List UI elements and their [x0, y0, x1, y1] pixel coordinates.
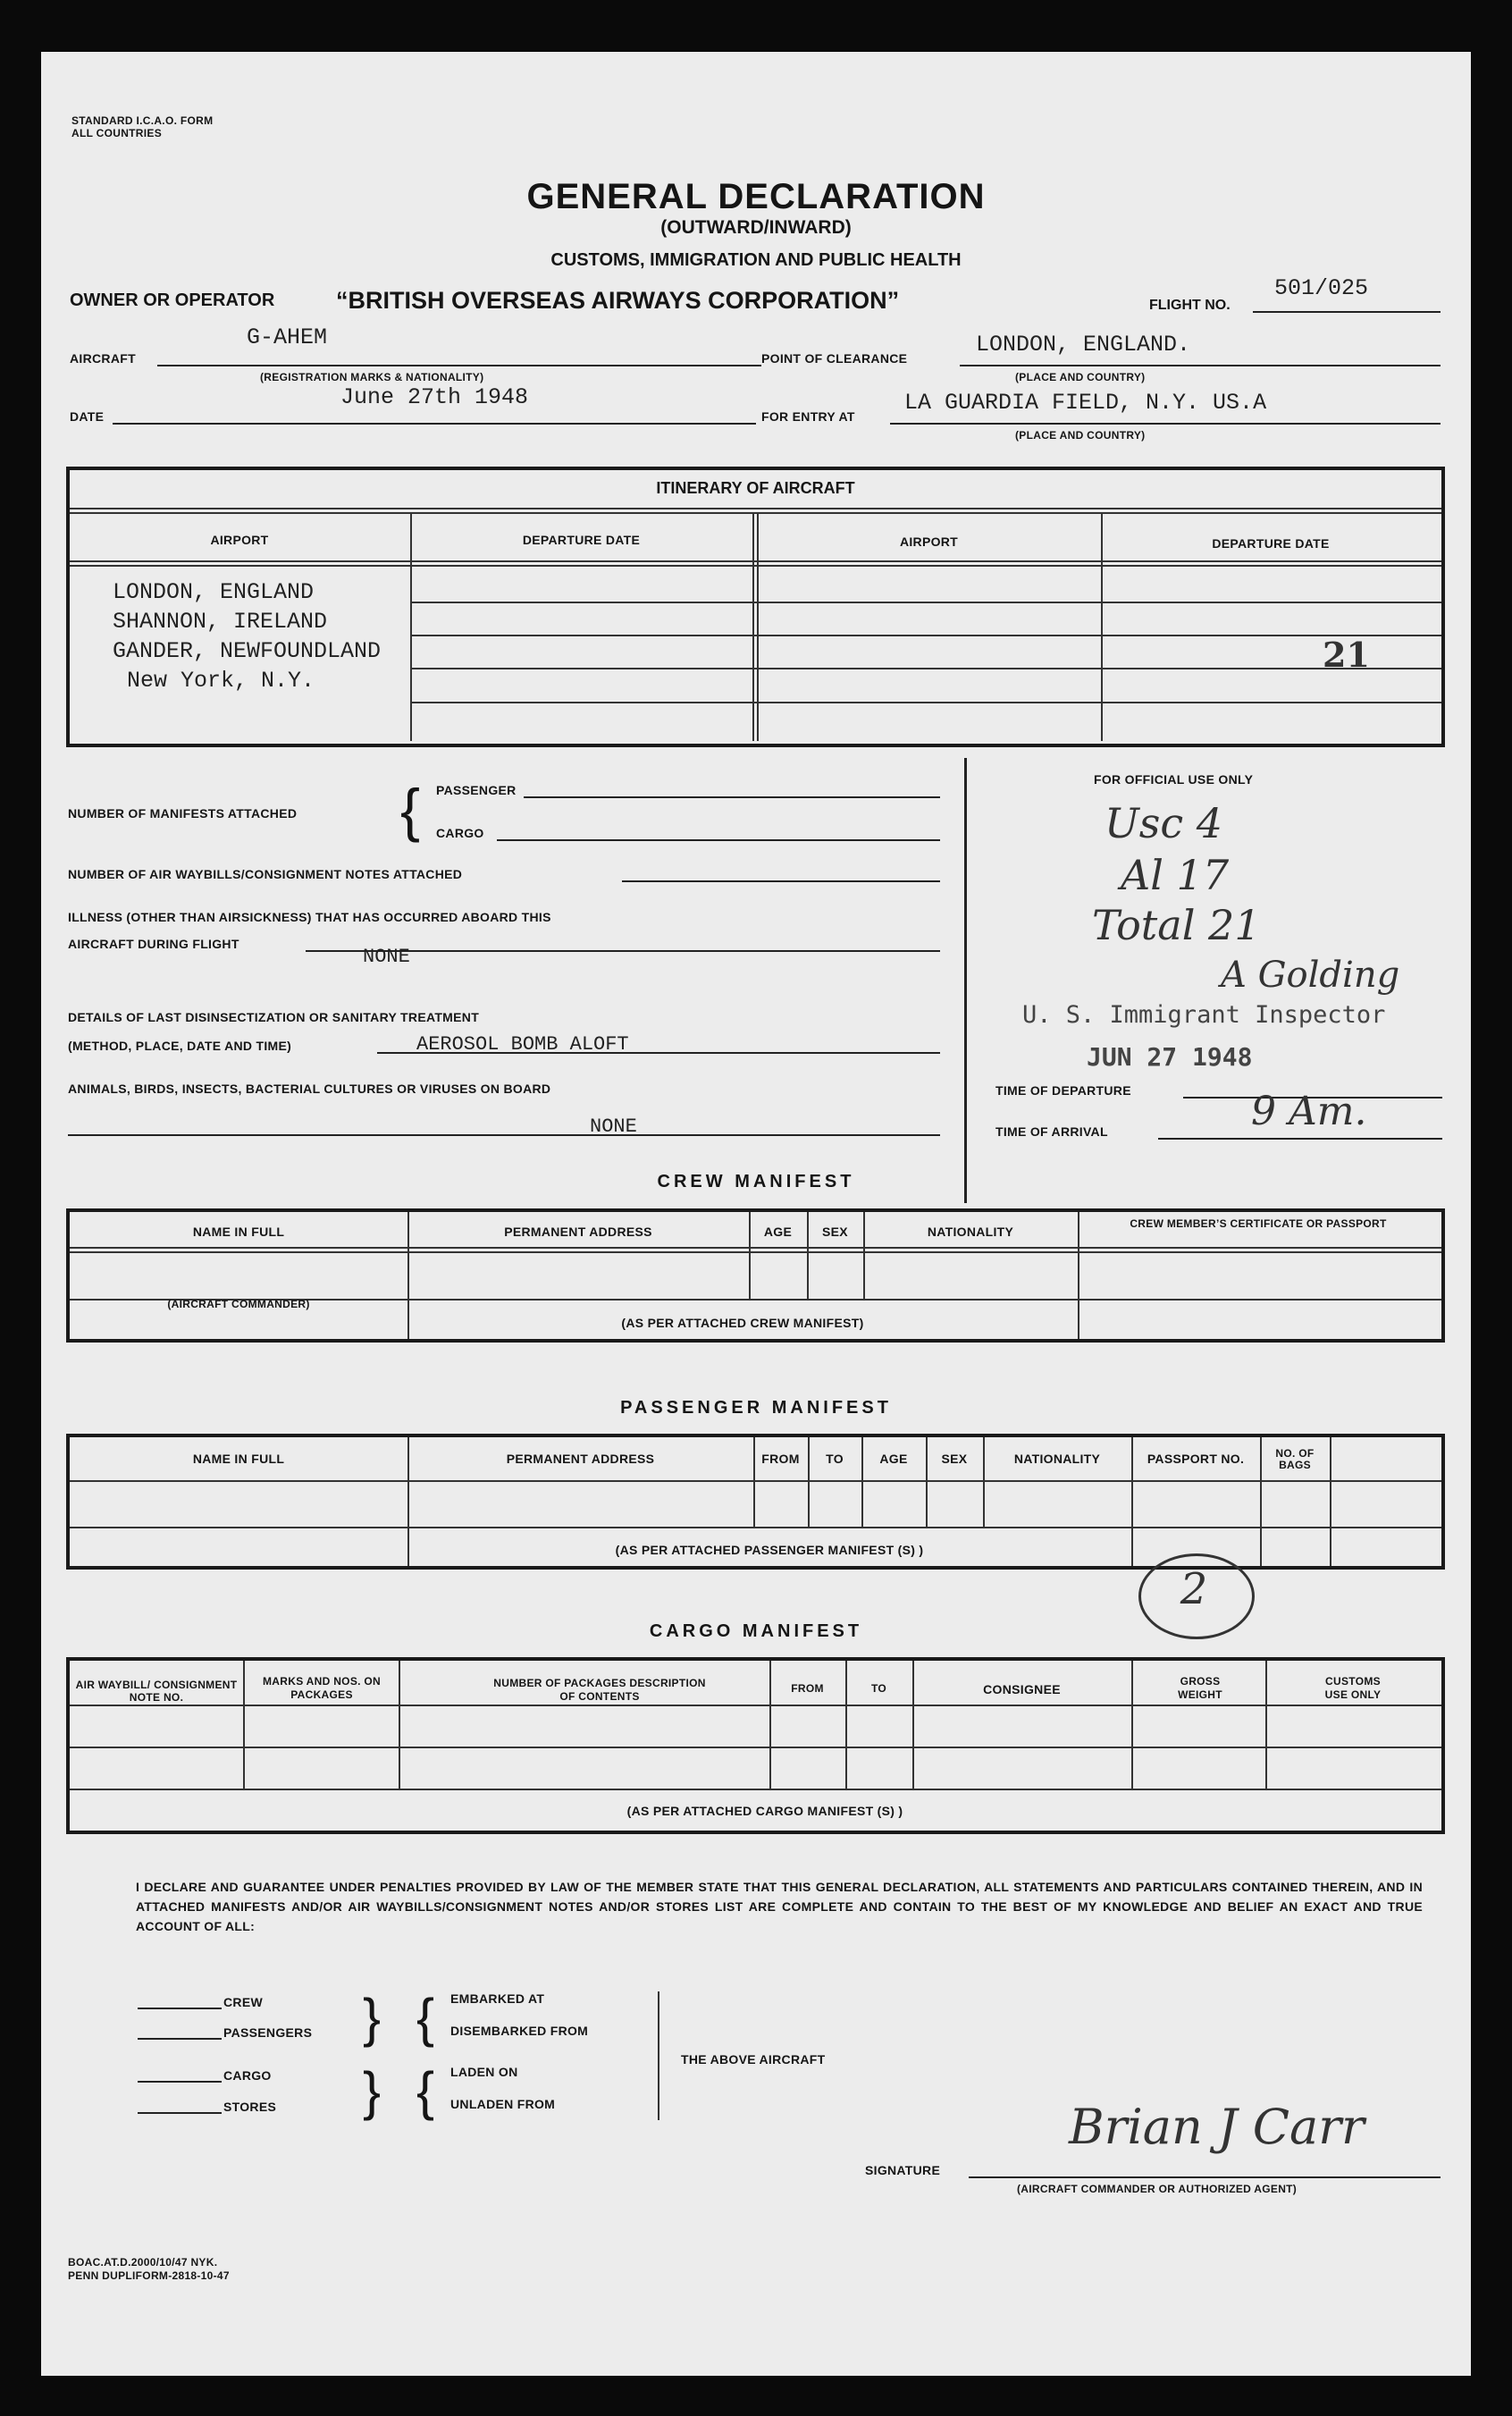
date-line [113, 423, 756, 425]
cargo-col-weight: GROSS WEIGHT [1178, 1675, 1222, 1701]
clearance-value: LONDON, ENGLAND. [976, 332, 1191, 358]
brace-crew-right: } [363, 1988, 382, 2048]
decl-crew: CREW [223, 1995, 263, 2009]
passenger-label: PASSENGER [436, 783, 517, 797]
itinerary-airports [113, 577, 381, 695]
cargo-footer: (AS PER ATTACHED CARGO MANIFEST (S) ) [626, 1804, 903, 1818]
declaration-text: I DECLARE AND GUARANTEE UNDER PENALTIES PROVIDED BY LAW OF THE MEMBER STATE THAT THIS GENERAL DECLARATION, ALL STATEMENTS AND PARTICULARS CONTAINED THEREIN, AND IN ATTACHED MANIFESTS AND/OR AIR WAYBILLS/CONSIGNMENT NOTES AND/OR STORES LIST ARE COMPLETE AND CONTAIN TO THE BEST OF MY KNOWLEDGE AND BELIEF AN EXACT AND TRUE ACCOUNT OF ALL: [136, 1880, 1423, 1933]
date-label: DATE [70, 409, 105, 424]
official-hand-total: Total 21 [1092, 901, 1261, 949]
passenger-title: PASSENGER MANIFEST [620, 1398, 892, 1418]
cargo-col-to: TO [870, 1682, 887, 1695]
pax-col-bags: NO. OF BAGS [1275, 1447, 1315, 1471]
pax-col-age: AGE [879, 1452, 908, 1466]
crew-commander-label: (AIRCRAFT COMMANDER) [167, 1298, 310, 1310]
form-subtitle: (OUTWARD/INWARD) [660, 217, 852, 238]
illness-label-2: AIRCRAFT DURING FLIGHT [68, 937, 239, 951]
entry-caption: (PLACE AND COUNTRY) [1015, 429, 1146, 442]
illness-label-1: ILLNESS (OTHER THAN AIRSICKNESS) THAT HAS OCCURRED ABOARD THIS [68, 910, 551, 924]
cargo-label: CARGO [436, 826, 484, 840]
crew-col-address: PERMANENT ADDRESS [504, 1225, 652, 1239]
clearance-line [960, 365, 1441, 366]
form-title: GENERAL DECLARATION [526, 177, 986, 216]
itin-airport-row: GANDER, NEWFOUNDLAND [113, 638, 382, 664]
departure-label: TIME OF DEPARTURE [995, 1083, 1131, 1098]
itin-col-departure-1: DEPARTURE DATE [522, 533, 641, 547]
cargo-col-from: FROM [791, 1682, 824, 1695]
signature-caption: (AIRCRAFT COMMANDER OR AUTHORIZED AGENT) [1017, 2183, 1298, 2195]
official-hand-usc: Usc 4 [1105, 799, 1223, 847]
cargo-col-customs: CUSTOMS USE ONLY [1324, 1675, 1382, 1701]
owner-value: “BRITISH OVERSEAS AIRWAYS CORPORATION” [336, 287, 900, 314]
decl-unladen: UNLADEN FROM [450, 2097, 556, 2111]
pax-col-sex: SEX [941, 1452, 968, 1466]
clearance-label: POINT OF CLEARANCE [761, 351, 908, 366]
disinsect-value: AEROSOL BOMB ALOFT [416, 1033, 629, 1056]
decl-above-aircraft: THE ABOVE AIRCRAFT [681, 2052, 826, 2067]
date-value: June 27th 1948 [340, 384, 529, 410]
clearance-caption: (PLACE AND COUNTRY) [1015, 371, 1146, 383]
entry-line [890, 423, 1441, 425]
official-hand-al: Al 17 [1121, 851, 1230, 899]
pax-col-to: TO [826, 1452, 844, 1466]
crew-col-nationality: NATIONALITY [927, 1225, 1014, 1239]
aircraft-label: AIRCRAFT [70, 351, 136, 366]
crew-col-name: NAME IN FULL [192, 1225, 285, 1239]
form-standard-note: STANDARD I.C.A.O. FORM ALL COUNTRIES [71, 114, 214, 139]
aircraft-value: G-AHEM [247, 324, 328, 350]
signature-handwritten: Brian J Carr [1069, 2099, 1365, 2155]
itin-airport-row: SHANNON, IRELAND [113, 609, 328, 635]
pax-col-nationality: NATIONALITY [1013, 1452, 1101, 1466]
official-hand-sign: A Golding [1221, 955, 1400, 996]
cargo-title: CARGO MANIFEST [649, 1621, 863, 1641]
illness-value: NONE [363, 946, 410, 968]
decl-stores: STORES [223, 2100, 277, 2114]
official-stamp-inspector: U. S. Immigrant Inspector [1022, 1001, 1386, 1029]
flight-label: FLIGHT NO. [1149, 298, 1231, 313]
pax-col-address: PERMANENT ADDRESS [506, 1452, 655, 1466]
crew-col-age: AGE [763, 1225, 793, 1239]
pax-col-passport: PASSPORT NO. [1147, 1452, 1245, 1466]
official-title: FOR OFFICIAL USE ONLY [1094, 772, 1254, 787]
itin-col-airport-1: AIRPORT [210, 533, 269, 547]
crew-title: CREW MANIFEST [657, 1172, 855, 1191]
aircraft-line [157, 365, 761, 366]
decl-disembarked: DISEMBARKED FROM [450, 2024, 589, 2038]
crew-footer: (AS PER ATTACHED CREW MANIFEST) [621, 1316, 864, 1330]
pax-col-from: FROM [761, 1452, 800, 1466]
arrival-label: TIME OF ARRIVAL [995, 1124, 1108, 1139]
brace-crew-left: { [416, 1988, 435, 2048]
aircraft-caption: (REGISTRATION MARKS & NATIONALITY) [260, 371, 484, 383]
itin-col-airport-2: AIRPORT [899, 535, 959, 549]
disinsect-label-1: DETAILS OF LAST DISINSECTIZATION OR SANITARY TREATMENT [68, 1010, 480, 1024]
brace-cargo-left: { [416, 2061, 435, 2121]
crew-col-certificate: CREW MEMBER’S CERTIFICATE OR PASSPORT [1130, 1217, 1387, 1230]
document-page [41, 52, 1471, 2376]
brace-manifests: { [400, 777, 421, 843]
form-sub-heading: CUSTOMS, IMMIGRATION AND PUBLIC HEALTH [550, 250, 962, 270]
animals-label: ANIMALS, BIRDS, INSECTS, BACTERIAL CULTURES OR VIRUSES ON BOARD [68, 1082, 551, 1096]
cargo-col-consignee: CONSIGNEE [983, 1682, 1061, 1696]
owner-label: OWNER OR OPERATOR [70, 290, 275, 310]
decl-embarked: EMBARKED AT [450, 1991, 545, 2006]
entry-value: LA GUARDIA FIELD, N.Y. US.A [904, 390, 1267, 416]
cargo-col-packages: NUMBER OF PACKAGES DESCRIPTION OF CONTENTS [493, 1677, 706, 1703]
disinsect-label-2: (METHOD, PLACE, DATE AND TIME) [68, 1039, 292, 1053]
manifests-label: NUMBER OF MANIFESTS ATTACHED [68, 806, 298, 821]
entry-label: FOR ENTRY AT [761, 409, 855, 424]
arrival-hand-value: 9 Am. [1251, 1089, 1367, 1134]
waybills-label: NUMBER OF AIR WAYBILLS/CONSIGNMENT NOTES ATTACHED [68, 867, 463, 881]
flight-line [1253, 311, 1441, 313]
passenger-footer: (AS PER ATTACHED PASSENGER MANIFEST (S) ) [615, 1543, 924, 1557]
pax-col-name: NAME IN FULL [192, 1452, 285, 1466]
signature-label: SIGNATURE [865, 2163, 941, 2177]
form-footer-code: BOAC.AT.D.2000/10/47 NYK. PENN DUPLIFORM-2818-10-47 [68, 2256, 230, 2282]
brace-cargo-right: } [363, 2061, 382, 2121]
itin-airport-row: LONDON, ENGLAND [113, 579, 315, 605]
pax-circled-value: 2 [1180, 1564, 1208, 1614]
decl-passengers: PASSENGERS [223, 2025, 313, 2040]
itin-airport-row: New York, N.Y. [127, 668, 315, 694]
animals-value: NONE [590, 1115, 637, 1138]
flight-value: 501/025 [1274, 275, 1369, 301]
official-stamp-date: JUN 27 1948 [1087, 1042, 1253, 1072]
itin-handwritten-21: 21 [1323, 635, 1370, 675]
crew-col-sex: SEX [822, 1225, 848, 1239]
decl-laden: LADEN ON [450, 2065, 518, 2079]
itin-col-departure-2: DEPARTURE DATE [1212, 536, 1330, 551]
cargo-col-waybill: AIR WAYBILL/ CONSIGNMENT NOTE NO. [75, 1679, 238, 1704]
cargo-col-marks: MARKS AND NOS. ON PACKAGES [263, 1675, 381, 1701]
itinerary-title: ITINERARY OF AIRCRAFT [656, 479, 855, 497]
decl-cargo: CARGO [223, 2068, 272, 2083]
